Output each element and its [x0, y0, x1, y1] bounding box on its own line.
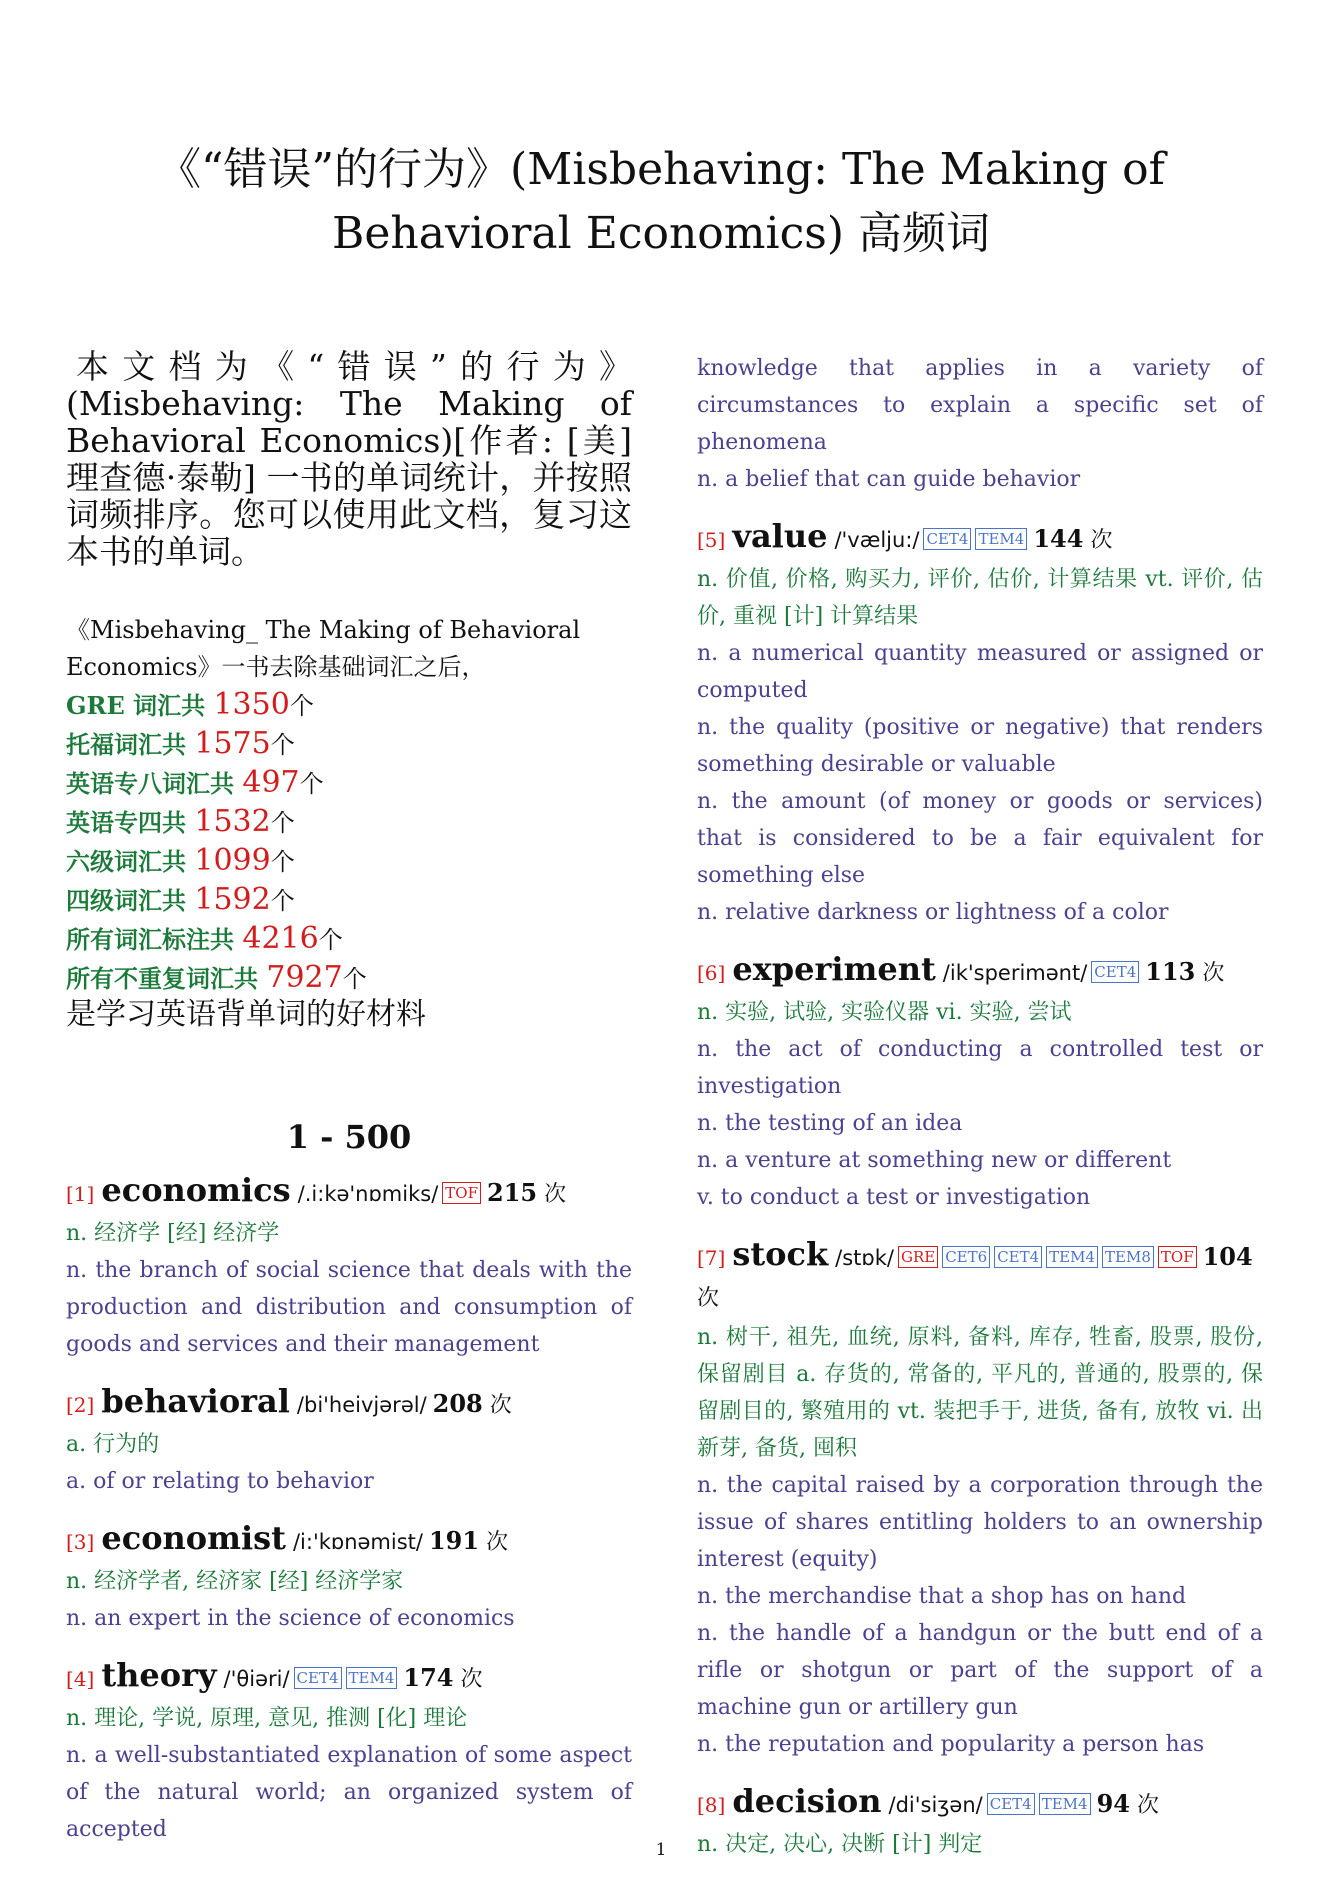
- count-unit: 次: [544, 1182, 567, 1207]
- frequency-count: 94: [1096, 1789, 1130, 1818]
- stat-line: [66, 686, 632, 725]
- count-unit: 次: [1136, 1793, 1159, 1818]
- definition: n. the quality (positive or negative) that renders something desirable or valuable: [697, 715, 1263, 777]
- headword-line: [697, 949, 1263, 994]
- definition: n. an expert in the science of economics: [66, 1606, 515, 1631]
- phonetic: /.i:kə'nɒmiks/: [297, 1182, 439, 1206]
- exam-tag: CET4: [294, 1667, 342, 1689]
- stat-value: 4216: [242, 921, 319, 956]
- headword: value: [732, 517, 828, 555]
- phonetic: /ik'sperimənt/: [942, 961, 1088, 985]
- exam-tag: TEM4: [975, 528, 1027, 550]
- entry-list-right: [697, 516, 1263, 1863]
- count-unit: 次: [489, 1393, 512, 1418]
- headword: theory: [101, 1656, 217, 1694]
- headword: decision: [732, 1782, 882, 1820]
- stat-value: 1532: [194, 804, 271, 839]
- stat-unit: 个: [270, 887, 295, 915]
- stat-unit: 个: [318, 926, 343, 954]
- vocabulary-summary: [66, 612, 632, 1032]
- count-unit: 次: [460, 1667, 483, 1692]
- exam-tag: TEM8: [1102, 1246, 1154, 1268]
- stat-label: 所有不重复词汇共: [66, 964, 267, 993]
- word-entry: [66, 1655, 632, 1848]
- definition: n. a venture at something new or different: [697, 1148, 1172, 1173]
- headword-line: [66, 1655, 632, 1700]
- exam-tag: CET4: [987, 1793, 1035, 1815]
- word-entry: [66, 1381, 632, 1500]
- exam-tag: CET6: [942, 1246, 990, 1268]
- word-entry: [66, 1170, 632, 1363]
- entry-index: [3]: [66, 1530, 95, 1554]
- page-number: 1: [655, 1840, 667, 1860]
- left-column: [66, 348, 632, 1866]
- definition: n. the capital raised by a corporation through the issue of shares entitling holders to an ownership interest (equity): [697, 1473, 1263, 1572]
- entry-index: [5]: [697, 528, 726, 552]
- entry-index: [8]: [697, 1793, 726, 1817]
- word-entry: [697, 1234, 1263, 1763]
- exam-tag: CET4: [923, 528, 971, 550]
- definition: n. the branch of social science that deals with the production and distribution and consumption of goods and services and their management: [66, 1258, 632, 1357]
- intro-paragraph: 本文档为《“错误”的行为》(Misbehaving: The Making of Behavioral Economics)[作者: [美] 理查德·泰勒] 一书的单词统计，并按照词频排序。您可以使用此文档，复习这本书的单词。: [66, 347, 632, 571]
- frequency-count: 174: [403, 1663, 454, 1692]
- definition: n. the testing of an idea: [697, 1111, 963, 1136]
- exam-tag: CET4: [1091, 961, 1139, 983]
- frequency-count: 215: [487, 1178, 538, 1207]
- definition: n. a well-substantiated explanation of some aspect of the natural world; an organized system of accepted: [66, 1743, 632, 1842]
- definition: v. to conduct a test or investigation: [697, 1185, 1091, 1210]
- count-unit: 次: [1202, 961, 1225, 986]
- document-title: 《“错误”的行为》(Misbehaving: The Making of Behavioral Economics) 高频词: [157, 144, 1165, 259]
- stat-value: 1592: [194, 882, 271, 917]
- frequency-count: 144: [1033, 524, 1084, 553]
- stat-unit: 个: [270, 809, 295, 837]
- entry-index: [7]: [697, 1246, 726, 1270]
- exam-tag: GRE: [898, 1246, 938, 1268]
- stat-label: 四级词汇共: [66, 886, 195, 915]
- stat-unit: 个: [342, 965, 367, 993]
- exam-tag: TEM4: [1046, 1246, 1098, 1268]
- summary-lead: 《Misbehaving_ The Making of Behavioral Economics》一书去除基础词汇之后，: [66, 616, 581, 681]
- count-unit: 次: [1090, 528, 1113, 553]
- stat-label: 英语专四共: [66, 808, 195, 837]
- headword: behavioral: [101, 1382, 290, 1420]
- stat-line: [66, 842, 632, 881]
- phonetic: /bi'heivjərəl/: [296, 1393, 427, 1417]
- headword: economist: [101, 1519, 286, 1557]
- headword-line: [66, 1381, 632, 1426]
- entry-index: [1]: [66, 1182, 95, 1206]
- section-heading: 1 - 500: [286, 1118, 412, 1156]
- stat-line: [66, 725, 632, 764]
- entry-index: [6]: [697, 961, 726, 985]
- definition: knowledge that applies in a variety of circumstances to explain a specific set of phenomena: [697, 356, 1263, 455]
- stat-unit: 个: [270, 731, 295, 759]
- entry-index: [4]: [66, 1667, 95, 1691]
- definition: n. the handle of a handgun or the butt end of a rifle or shotgun or part of the support of a machine gun or artillery gun: [697, 1621, 1263, 1720]
- definition: n. 树干, 祖先, 血统, 原料, 备料, 库存, 牲畜, 股票, 股份, 保留剧目 a. 存货的, 常备的, 平凡的, 普通的, 股票的, 保留剧目的, 繁殖用的 vt. 装把手于, 进货, 备有, 放牧 vi. 出新芽, 备货, 囤积: [697, 1325, 1263, 1461]
- frequency-count: 113: [1145, 957, 1196, 986]
- stat-line: [66, 881, 632, 920]
- stat-unit: 个: [289, 692, 314, 720]
- stat-line: [66, 959, 632, 998]
- phonetic: /di'siʒən/: [888, 1793, 983, 1817]
- headword-line: [697, 1234, 1263, 1319]
- definition: n. the merchandise that a shop has on hand: [697, 1584, 1187, 1609]
- stat-line: [66, 920, 632, 959]
- headword-line: [66, 1518, 632, 1563]
- definition: n. a belief that can guide behavior: [697, 467, 1081, 492]
- stat-label: 所有词汇标注共: [66, 925, 243, 954]
- definition: n. relative darkness or lightness of a color: [697, 900, 1169, 925]
- entry-index: [2]: [66, 1393, 95, 1417]
- stat-unit: 个: [270, 848, 295, 876]
- headword-line: [697, 516, 1263, 561]
- phonetic: /stɒk/: [835, 1246, 894, 1270]
- definition: n. 经济学者, 经济家 [经] 经济学家: [66, 1569, 404, 1594]
- headword-line: [66, 1170, 632, 1215]
- definition: n. a numerical quantity measured or assigned or computed: [697, 641, 1263, 703]
- definition: n. 经济学 [经] 经济学: [66, 1221, 280, 1246]
- stat-label: 英语专八词汇共: [66, 769, 243, 798]
- stat-value: 1099: [194, 843, 271, 878]
- definition: n. 决定, 决心, 决断 [计] 判定: [697, 1832, 983, 1857]
- stat-value: 1575: [194, 726, 271, 761]
- stat-line: [66, 764, 632, 803]
- definition: n. 实验, 试验, 实验仪器 vi. 实验, 尝试: [697, 1000, 1072, 1025]
- stat-value: 1350: [213, 687, 290, 722]
- stat-value: 7927: [266, 960, 343, 995]
- count-unit: 次: [697, 1286, 720, 1311]
- exam-tag: TEM4: [1039, 1793, 1091, 1815]
- definition: n. 理论, 学说, 原理, 意见, 推测 [化] 理论: [66, 1706, 468, 1731]
- stats-list: [66, 686, 632, 998]
- exam-tag: CET4: [994, 1246, 1042, 1268]
- definition: a. 行为的: [66, 1432, 160, 1457]
- headword: stock: [732, 1235, 829, 1273]
- word-entry: [66, 1518, 632, 1637]
- summary-closing: 是学习英语背单词的好材料: [66, 997, 426, 1032]
- count-unit: 次: [486, 1530, 509, 1555]
- headword-line: [697, 1781, 1263, 1826]
- word-entry: [697, 949, 1263, 1216]
- continued-definitions: [697, 350, 1263, 498]
- right-column: [697, 350, 1263, 1881]
- definition: n. the reputation and popularity a person has: [697, 1732, 1205, 1757]
- stat-label: GRE 词汇共: [66, 691, 214, 720]
- headword: economics: [101, 1171, 291, 1209]
- definition: a. of or relating to behavior: [66, 1469, 374, 1494]
- phonetic: /'vælju:/: [834, 528, 920, 552]
- exam-tag: TOF: [1158, 1246, 1197, 1268]
- exam-tag: TOF: [442, 1182, 481, 1204]
- word-entry: [697, 516, 1263, 931]
- entry-list-left: [66, 1170, 632, 1848]
- stat-label: 六级词汇共: [66, 847, 195, 876]
- stat-unit: 个: [299, 770, 324, 798]
- stat-line: [66, 803, 632, 842]
- definition: n. the act of conducting a controlled test or investigation: [697, 1037, 1263, 1099]
- frequency-count: 191: [428, 1526, 480, 1555]
- frequency-count: 208: [432, 1389, 483, 1418]
- phonetic: /i:'kɒnəmist/: [292, 1530, 423, 1554]
- headword: experiment: [732, 950, 936, 988]
- frequency-count: 104: [1202, 1242, 1253, 1271]
- stat-value: 497: [242, 765, 300, 800]
- definition: n. the amount (of money or goods or services) that is considered to be a fair equivalent for something else: [697, 789, 1263, 888]
- phonetic: /'θiəri/: [223, 1667, 290, 1691]
- exam-tag: TEM4: [346, 1667, 398, 1689]
- definition: n. 价值, 价格, 购买力, 评价, 估价, 计算结果 vt. 评价, 估价, 重视 [计] 计算结果: [697, 567, 1263, 629]
- stat-label: 托福词汇共: [66, 730, 195, 759]
